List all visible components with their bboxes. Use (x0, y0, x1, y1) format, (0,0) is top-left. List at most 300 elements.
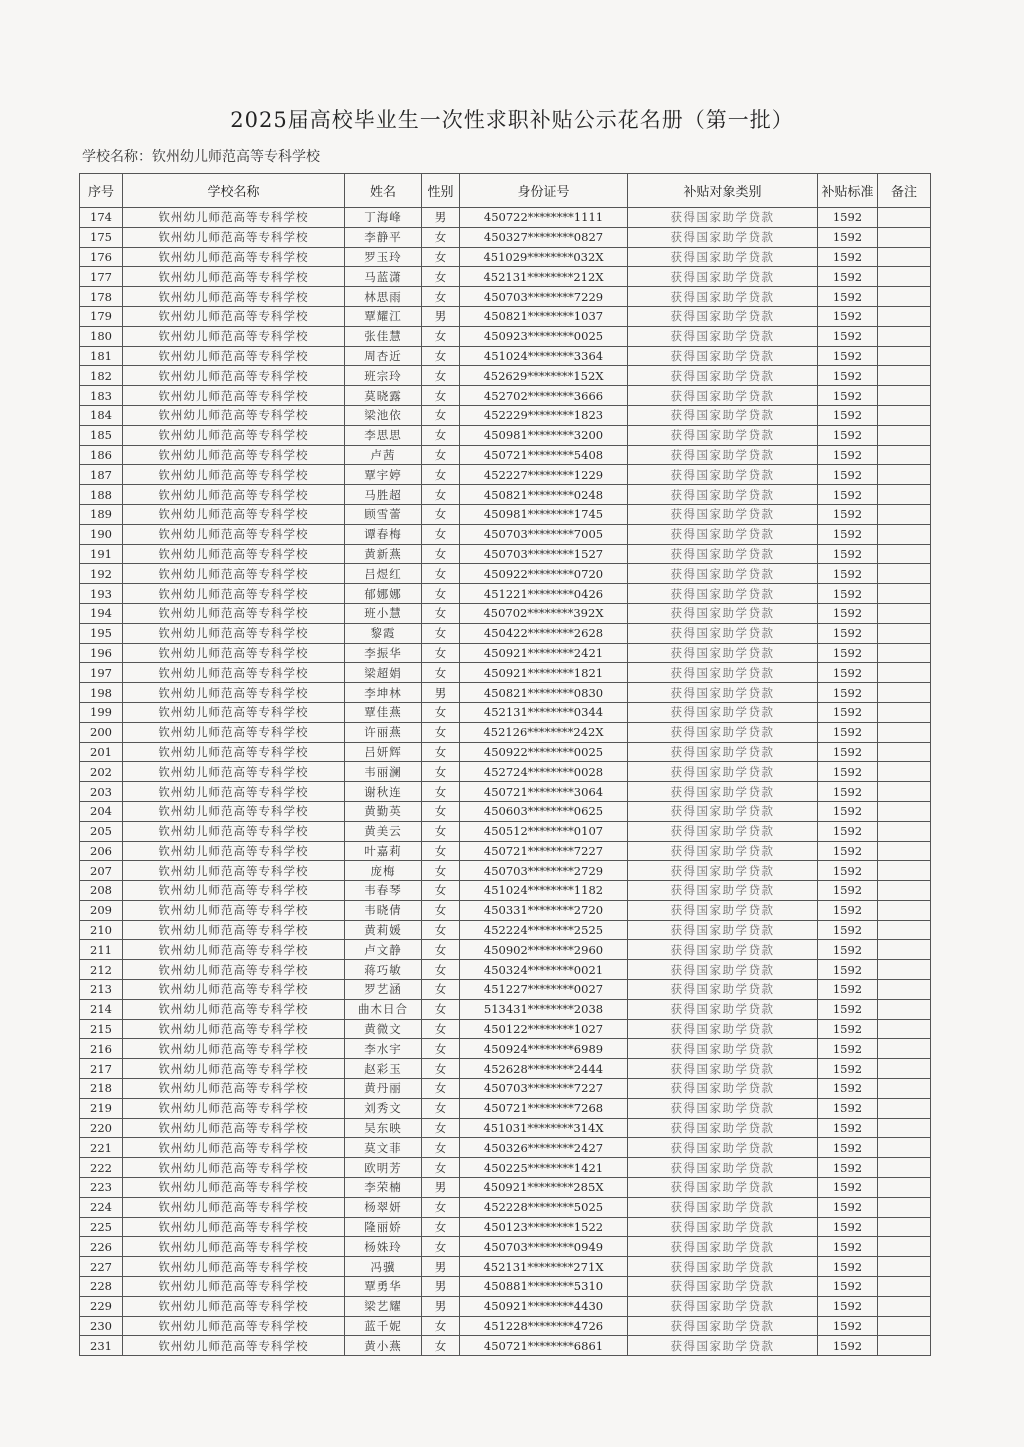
cell-seq: 219 (80, 1098, 123, 1118)
cell-id: 450923********0025 (460, 326, 628, 346)
cell-seq: 195 (80, 623, 123, 643)
cell-school: 钦州幼儿师范高等专科学校 (123, 861, 345, 881)
cell-id: 452628********2444 (460, 1059, 628, 1079)
cell-seq: 218 (80, 1079, 123, 1099)
cell-standard: 1592 (818, 999, 878, 1019)
cell-school: 钦州幼儿师范高等专科学校 (123, 683, 345, 703)
cell-id: 450326********2427 (460, 1138, 628, 1158)
cell-standard: 1592 (818, 663, 878, 683)
cell-category: 获得国家助学贷款 (628, 1316, 818, 1336)
header-id: 身份证号 (460, 174, 628, 208)
cell-name: 谢秋连 (345, 782, 422, 802)
cell-school: 钦州幼儿师范高等专科学校 (123, 208, 345, 228)
header-school: 学校名称 (123, 174, 345, 208)
cell-standard: 1592 (818, 623, 878, 643)
cell-category: 获得国家助学贷款 (628, 683, 818, 703)
cell-seq: 207 (80, 861, 123, 881)
cell-standard: 1592 (818, 1336, 878, 1356)
cell-school: 钦州幼儿师范高等专科学校 (123, 762, 345, 782)
cell-seq: 187 (80, 465, 123, 485)
cell-name: 林思雨 (345, 287, 422, 307)
cell-gender: 女 (422, 821, 460, 841)
cell-name: 班宗玲 (345, 366, 422, 386)
table-row (80, 1257, 931, 1277)
table-row (80, 1336, 931, 1356)
cell-seq: 205 (80, 821, 123, 841)
cell-gender: 女 (422, 881, 460, 901)
cell-seq: 229 (80, 1296, 123, 1316)
cell-category: 获得国家助学贷款 (628, 386, 818, 406)
cell-remark (878, 1039, 931, 1059)
cell-seq: 208 (80, 881, 123, 901)
cell-standard: 1592 (818, 603, 878, 623)
cell-remark (878, 980, 931, 1000)
cell-seq: 209 (80, 900, 123, 920)
cell-standard: 1592 (818, 227, 878, 247)
cell-standard: 1592 (818, 524, 878, 544)
cell-category: 获得国家助学贷款 (628, 821, 818, 841)
cell-category: 获得国家助学贷款 (628, 1296, 818, 1316)
cell-gender: 女 (422, 702, 460, 722)
cell-school: 钦州幼儿师范高等专科学校 (123, 900, 345, 920)
cell-gender: 女 (422, 742, 460, 762)
roster-table (79, 173, 931, 1356)
cell-remark (878, 1316, 931, 1336)
table-row (80, 465, 931, 485)
cell-standard: 1592 (818, 287, 878, 307)
table-row (80, 208, 931, 228)
cell-school: 钦州幼儿师范高等专科学校 (123, 247, 345, 267)
cell-school: 钦州幼儿师范高等专科学校 (123, 445, 345, 465)
table-row (80, 267, 931, 287)
cell-seq: 200 (80, 722, 123, 742)
cell-school: 钦州幼儿师范高等专科学校 (123, 267, 345, 287)
cell-name: 马蓝潇 (345, 267, 422, 287)
cell-gender: 女 (422, 1098, 460, 1118)
table-row (80, 1316, 931, 1336)
cell-school: 钦州幼儿师范高等专科学校 (123, 1217, 345, 1237)
cell-id: 450721********3064 (460, 782, 628, 802)
cell-remark (878, 643, 931, 663)
cell-seq: 217 (80, 1059, 123, 1079)
cell-name: 李水宇 (345, 1039, 422, 1059)
cell-name: 李振华 (345, 643, 422, 663)
cell-seq: 216 (80, 1039, 123, 1059)
cell-category: 获得国家助学贷款 (628, 722, 818, 742)
cell-category: 获得国家助学贷款 (628, 1257, 818, 1277)
cell-id: 450122********1027 (460, 1019, 628, 1039)
cell-school: 钦州幼儿师范高等专科学校 (123, 841, 345, 861)
cell-id: 450422********2628 (460, 623, 628, 643)
cell-standard: 1592 (818, 1316, 878, 1336)
cell-school: 钦州幼儿师范高等专科学校 (123, 465, 345, 485)
cell-standard: 1592 (818, 702, 878, 722)
cell-gender: 女 (422, 762, 460, 782)
cell-category: 获得国家助学贷款 (628, 247, 818, 267)
cell-remark (878, 287, 931, 307)
cell-category: 获得国家助学贷款 (628, 326, 818, 346)
cell-id: 450703********1527 (460, 544, 628, 564)
cell-remark (878, 208, 931, 228)
cell-name: 黄小燕 (345, 1336, 422, 1356)
table-row (80, 504, 931, 524)
cell-name: 蓝千妮 (345, 1316, 422, 1336)
cell-name: 卢茜 (345, 445, 422, 465)
cell-name: 庞梅 (345, 861, 422, 881)
table-row (80, 762, 931, 782)
cell-gender: 女 (422, 287, 460, 307)
cell-remark (878, 722, 931, 742)
cell-school: 钦州幼儿师范高等专科学校 (123, 485, 345, 505)
cell-gender: 女 (422, 524, 460, 544)
cell-standard: 1592 (818, 1257, 878, 1277)
cell-school: 钦州幼儿师范高等专科学校 (123, 782, 345, 802)
cell-standard: 1592 (818, 1098, 878, 1118)
cell-seq: 185 (80, 425, 123, 445)
cell-category: 获得国家助学贷款 (628, 1118, 818, 1138)
cell-id: 451029********032X (460, 247, 628, 267)
cell-seq: 184 (80, 405, 123, 425)
table-row (80, 346, 931, 366)
cell-name: 许丽燕 (345, 722, 422, 742)
table-row (80, 386, 931, 406)
cell-id: 450327********0827 (460, 227, 628, 247)
cell-remark (878, 445, 931, 465)
cell-name: 莫文菲 (345, 1138, 422, 1158)
cell-category: 获得国家助学贷款 (628, 1336, 818, 1356)
cell-name: 覃宇婷 (345, 465, 422, 485)
table-row (80, 1039, 931, 1059)
cell-gender: 女 (422, 326, 460, 346)
cell-name: 丁海峰 (345, 208, 422, 228)
cell-category: 获得国家助学贷款 (628, 1138, 818, 1158)
cell-gender: 女 (422, 841, 460, 861)
cell-remark (878, 326, 931, 346)
cell-category: 获得国家助学贷款 (628, 1158, 818, 1178)
cell-seq: 199 (80, 702, 123, 722)
cell-name: 班小慧 (345, 603, 422, 623)
cell-gender: 女 (422, 1039, 460, 1059)
cell-standard: 1592 (818, 267, 878, 287)
cell-remark (878, 1336, 931, 1356)
cell-category: 获得国家助学贷款 (628, 346, 818, 366)
cell-seq: 211 (80, 940, 123, 960)
cell-standard: 1592 (818, 1197, 878, 1217)
cell-seq: 215 (80, 1019, 123, 1039)
cell-id: 450922********0720 (460, 564, 628, 584)
table-row (80, 485, 931, 505)
cell-school: 钦州幼儿师范高等专科学校 (123, 564, 345, 584)
cell-seq: 204 (80, 801, 123, 821)
cell-name: 黄莉媛 (345, 920, 422, 940)
cell-category: 获得国家助学贷款 (628, 999, 818, 1019)
cell-remark (878, 1158, 931, 1178)
cell-remark (878, 1079, 931, 1099)
cell-standard: 1592 (818, 504, 878, 524)
cell-standard: 1592 (818, 900, 878, 920)
cell-name: 郁娜娜 (345, 584, 422, 604)
table-row (80, 445, 931, 465)
cell-name: 黄丹丽 (345, 1079, 422, 1099)
cell-id: 450981********3200 (460, 425, 628, 445)
cell-category: 获得国家助学贷款 (628, 841, 818, 861)
cell-remark (878, 564, 931, 584)
table-row (80, 920, 931, 940)
cell-school: 钦州幼儿师范高等专科学校 (123, 1197, 345, 1217)
cell-id: 450703********7229 (460, 287, 628, 307)
cell-seq: 224 (80, 1197, 123, 1217)
cell-id: 450721********5408 (460, 445, 628, 465)
cell-name: 黎霞 (345, 623, 422, 643)
table-row (80, 1098, 931, 1118)
cell-id: 450603********0625 (460, 801, 628, 821)
cell-id: 452229********1823 (460, 405, 628, 425)
cell-remark (878, 603, 931, 623)
table-row (80, 999, 931, 1019)
cell-category: 获得国家助学贷款 (628, 564, 818, 584)
cell-gender: 女 (422, 504, 460, 524)
cell-remark (878, 1277, 931, 1297)
cell-school: 钦州幼儿师范高等专科学校 (123, 1039, 345, 1059)
table-row (80, 1138, 931, 1158)
cell-name: 李坤林 (345, 683, 422, 703)
cell-remark (878, 524, 931, 544)
cell-id: 450225********1421 (460, 1158, 628, 1178)
cell-school: 钦州幼儿师范高等专科学校 (123, 722, 345, 742)
cell-gender: 女 (422, 1217, 460, 1237)
cell-remark (878, 742, 931, 762)
table-row (80, 1296, 931, 1316)
cell-seq: 197 (80, 663, 123, 683)
cell-standard: 1592 (818, 465, 878, 485)
cell-seq: 228 (80, 1277, 123, 1297)
cell-remark (878, 683, 931, 703)
cell-school: 钦州幼儿师范高等专科学校 (123, 1316, 345, 1336)
cell-category: 获得国家助学贷款 (628, 762, 818, 782)
table-row (80, 980, 931, 1000)
cell-remark (878, 881, 931, 901)
cell-gender: 女 (422, 544, 460, 564)
cell-school: 钦州幼儿师范高等专科学校 (123, 1158, 345, 1178)
cell-gender: 女 (422, 227, 460, 247)
cell-seq: 183 (80, 386, 123, 406)
cell-remark (878, 1178, 931, 1198)
table-row (80, 326, 931, 346)
cell-seq: 186 (80, 445, 123, 465)
cell-school: 钦州幼儿师范高等专科学校 (123, 702, 345, 722)
cell-standard: 1592 (818, 346, 878, 366)
cell-standard: 1592 (818, 1039, 878, 1059)
cell-gender: 女 (422, 584, 460, 604)
cell-category: 获得国家助学贷款 (628, 702, 818, 722)
cell-seq: 180 (80, 326, 123, 346)
cell-category: 获得国家助学贷款 (628, 227, 818, 247)
table-row (80, 405, 931, 425)
cell-gender: 女 (422, 643, 460, 663)
cell-id: 450924********6989 (460, 1039, 628, 1059)
cell-name: 刘秀文 (345, 1098, 422, 1118)
cell-seq: 213 (80, 980, 123, 1000)
cell-id: 450324********0021 (460, 960, 628, 980)
cell-seq: 222 (80, 1158, 123, 1178)
cell-category: 获得国家助学贷款 (628, 425, 818, 445)
cell-gender: 女 (422, 1118, 460, 1138)
cell-school: 钦州幼儿师范高等专科学校 (123, 425, 345, 445)
cell-id: 452702********3666 (460, 386, 628, 406)
cell-seq: 181 (80, 346, 123, 366)
cell-gender: 女 (422, 1019, 460, 1039)
cell-seq: 191 (80, 544, 123, 564)
cell-seq: 174 (80, 208, 123, 228)
cell-id: 451024********3364 (460, 346, 628, 366)
cell-school: 钦州幼儿师范高等专科学校 (123, 524, 345, 544)
cell-name: 黄美云 (345, 821, 422, 841)
cell-name: 吕煜红 (345, 564, 422, 584)
cell-name: 覃佳燕 (345, 702, 422, 722)
cell-standard: 1592 (818, 960, 878, 980)
cell-school: 钦州幼儿师范高等专科学校 (123, 1138, 345, 1158)
cell-remark (878, 1138, 931, 1158)
school-name-line: 学校名称：钦州幼儿师范高等专科学校 (82, 149, 320, 165)
cell-school: 钦州幼儿师范高等专科学校 (123, 1277, 345, 1297)
cell-school: 钦州幼儿师范高等专科学校 (123, 603, 345, 623)
cell-remark (878, 485, 931, 505)
cell-category: 获得国家助学贷款 (628, 445, 818, 465)
cell-gender: 男 (422, 1296, 460, 1316)
cell-standard: 1592 (818, 722, 878, 742)
cell-seq: 179 (80, 306, 123, 326)
cell-school: 钦州幼儿师范高等专科学校 (123, 980, 345, 1000)
cell-remark (878, 900, 931, 920)
cell-category: 获得国家助学贷款 (628, 287, 818, 307)
table-row (80, 623, 931, 643)
table-row (80, 1079, 931, 1099)
cell-remark (878, 1098, 931, 1118)
cell-seq: 206 (80, 841, 123, 861)
cell-category: 获得国家助学贷款 (628, 267, 818, 287)
cell-seq: 203 (80, 782, 123, 802)
table-body (80, 208, 931, 1356)
cell-category: 获得国家助学贷款 (628, 643, 818, 663)
cell-standard: 1592 (818, 1138, 878, 1158)
cell-category: 获得国家助学贷款 (628, 960, 818, 980)
cell-standard: 1592 (818, 1277, 878, 1297)
cell-school: 钦州幼儿师范高等专科学校 (123, 1019, 345, 1039)
cell-category: 获得国家助学贷款 (628, 1039, 818, 1059)
cell-gender: 女 (422, 465, 460, 485)
cell-gender: 女 (422, 722, 460, 742)
cell-school: 钦州幼儿师范高等专科学校 (123, 405, 345, 425)
cell-school: 钦州幼儿师范高等专科学校 (123, 1296, 345, 1316)
cell-standard: 1592 (818, 801, 878, 821)
cell-gender: 女 (422, 445, 460, 465)
cell-standard: 1592 (818, 1079, 878, 1099)
cell-name: 周杏近 (345, 346, 422, 366)
cell-standard: 1592 (818, 1296, 878, 1316)
cell-school: 钦州幼儿师范高等专科学校 (123, 1237, 345, 1257)
cell-name: 欧明芳 (345, 1158, 422, 1178)
cell-school: 钦州幼儿师范高等专科学校 (123, 960, 345, 980)
cell-seq: 175 (80, 227, 123, 247)
cell-standard: 1592 (818, 306, 878, 326)
cell-id: 452126********242X (460, 722, 628, 742)
cell-remark (878, 663, 931, 683)
cell-id: 450921********1821 (460, 663, 628, 683)
cell-remark (878, 1197, 931, 1217)
table-row (80, 782, 931, 802)
cell-remark (878, 861, 931, 881)
cell-standard: 1592 (818, 1118, 878, 1138)
cell-remark (878, 1217, 931, 1237)
cell-gender: 女 (422, 999, 460, 1019)
cell-gender: 女 (422, 425, 460, 445)
table-row (80, 425, 931, 445)
cell-school: 钦州幼儿师范高等专科学校 (123, 1059, 345, 1079)
cell-remark (878, 584, 931, 604)
cell-seq: 223 (80, 1178, 123, 1198)
cell-gender: 女 (422, 1197, 460, 1217)
cell-school: 钦州幼儿师范高等专科学校 (123, 287, 345, 307)
cell-school: 钦州幼儿师范高等专科学校 (123, 227, 345, 247)
table-row (80, 603, 931, 623)
cell-gender: 女 (422, 940, 460, 960)
cell-id: 450703********7227 (460, 1079, 628, 1099)
cell-seq: 221 (80, 1138, 123, 1158)
cell-gender: 女 (422, 663, 460, 683)
cell-seq: 178 (80, 287, 123, 307)
table-header-row (80, 174, 931, 208)
cell-category: 获得国家助学贷款 (628, 1019, 818, 1039)
table-row (80, 287, 931, 307)
cell-category: 获得国家助学贷款 (628, 782, 818, 802)
cell-school: 钦州幼儿师范高等专科学校 (123, 1079, 345, 1099)
cell-gender: 男 (422, 1257, 460, 1277)
cell-id: 452131********212X (460, 267, 628, 287)
cell-id: 450721********6861 (460, 1336, 628, 1356)
cell-remark (878, 821, 931, 841)
cell-gender: 男 (422, 1277, 460, 1297)
cell-seq: 182 (80, 366, 123, 386)
cell-category: 获得国家助学贷款 (628, 544, 818, 564)
cell-remark (878, 1019, 931, 1039)
cell-school: 钦州幼儿师范高等专科学校 (123, 386, 345, 406)
table-row (80, 544, 931, 564)
cell-seq: 194 (80, 603, 123, 623)
cell-school: 钦州幼儿师范高等专科学校 (123, 1178, 345, 1198)
cell-name: 罗玉玲 (345, 247, 422, 267)
cell-standard: 1592 (818, 841, 878, 861)
cell-name: 李荣楠 (345, 1178, 422, 1198)
cell-seq: 230 (80, 1316, 123, 1336)
cell-seq: 220 (80, 1118, 123, 1138)
cell-remark (878, 801, 931, 821)
cell-name: 蒋巧敏 (345, 960, 422, 980)
table-row (80, 1237, 931, 1257)
cell-id: 452131********271X (460, 1257, 628, 1277)
cell-standard: 1592 (818, 861, 878, 881)
cell-id: 451024********1182 (460, 881, 628, 901)
cell-remark (878, 841, 931, 861)
cell-seq: 210 (80, 920, 123, 940)
header-name: 姓名 (345, 174, 422, 208)
cell-id: 450721********7268 (460, 1098, 628, 1118)
cell-standard: 1592 (818, 980, 878, 1000)
cell-remark (878, 960, 931, 980)
cell-seq: 196 (80, 643, 123, 663)
cell-gender: 女 (422, 960, 460, 980)
cell-id: 450702********392X (460, 603, 628, 623)
cell-seq: 188 (80, 485, 123, 505)
